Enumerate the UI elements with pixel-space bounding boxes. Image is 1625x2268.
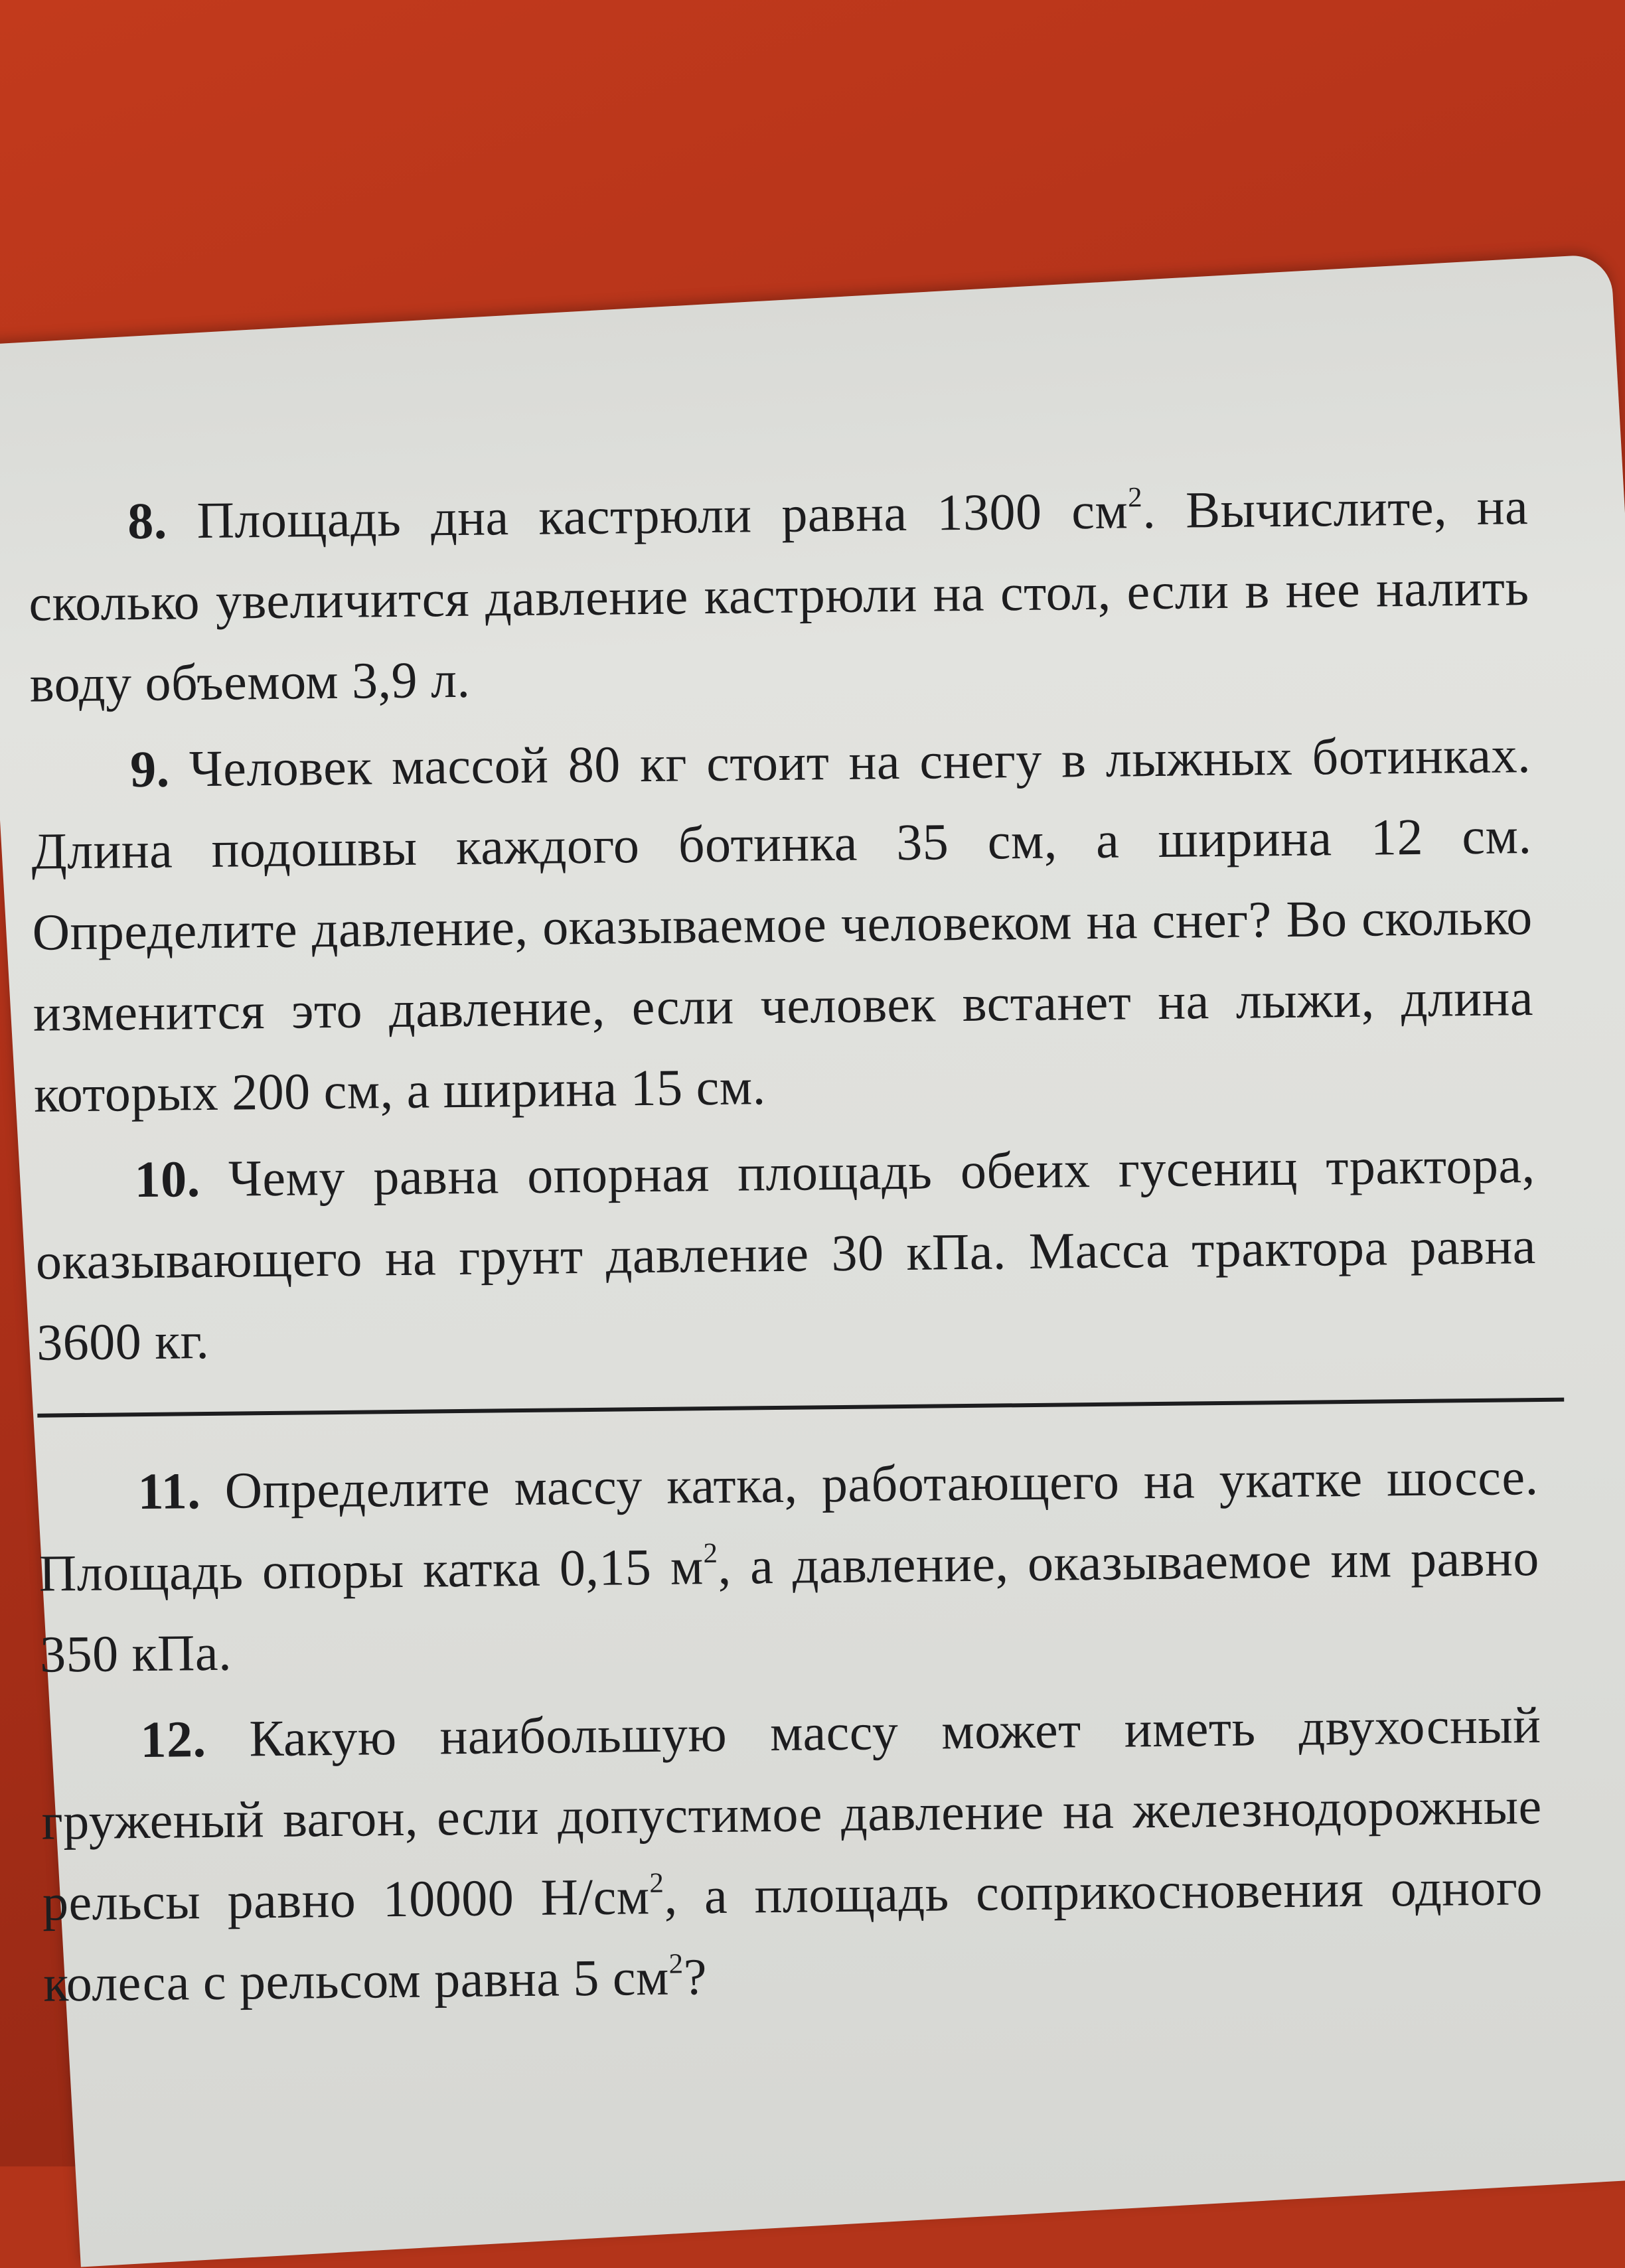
problem-number: 11. (137, 1462, 201, 1521)
problem-text: Какую наибольшую массу может иметь двухосный груженый вагон, если допустимое давление на железнодорожные рельсы равно 10000 Н/см (41, 1695, 1543, 1931)
problem-text: . Вычислите, на сколько увеличится давление кастрюли на стол, если в нее налить воду объемом 3,9 л. (29, 477, 1529, 713)
problem-text: Площадь дна кастрюли равна 1300 см (167, 481, 1128, 550)
problem-list (28, 466, 1544, 2030)
problem-text: , а площадь соприкосновения одного колеса с рельсом равна 5 см (42, 1857, 1543, 2012)
problem-number: 9. (129, 739, 171, 798)
book-page (0, 254, 1625, 2267)
problem-text: ? (683, 1947, 708, 2006)
problem-text: Человек массой 80 кг стоит на снегу в лыжных ботинках. Длина подошвы каждого ботинка 35 см, а ширина 12 см. Определите давление, оказываемое человеком на снег? Во сколько изменится это давление, если человек встанет на лыжи, длина которых 200 см, а ширина 15 см. (31, 725, 1534, 1123)
problem-number: 10. (134, 1150, 201, 1209)
superscript: 2 (649, 1867, 664, 1899)
problem-number: 12. (140, 1710, 206, 1769)
superscript: 2 (1127, 482, 1143, 514)
problem-text: Определите массу катка, работающего на укатке шоссе. Площадь опоры катка 0,15 м (39, 1448, 1539, 1602)
superscript: 2 (668, 1948, 684, 1980)
problem-9 (31, 714, 1535, 1135)
problem-11 (38, 1436, 1541, 1695)
superscript: 2 (703, 1537, 718, 1570)
problem-10 (35, 1124, 1537, 1383)
problem-text: , а давление, оказываемое им равно 350 кПа. (39, 1529, 1540, 1683)
section-divider (37, 1398, 1564, 1418)
problem-text: Чему равна опорная площадь обеих гусениц трактора, оказывающего на грунт давление 30 кПа. Масса трактора равна 3600 кг. (35, 1136, 1537, 1371)
problem-number: 8. (127, 491, 168, 550)
problem-12 (40, 1685, 1544, 2024)
problem-8 (28, 466, 1531, 725)
